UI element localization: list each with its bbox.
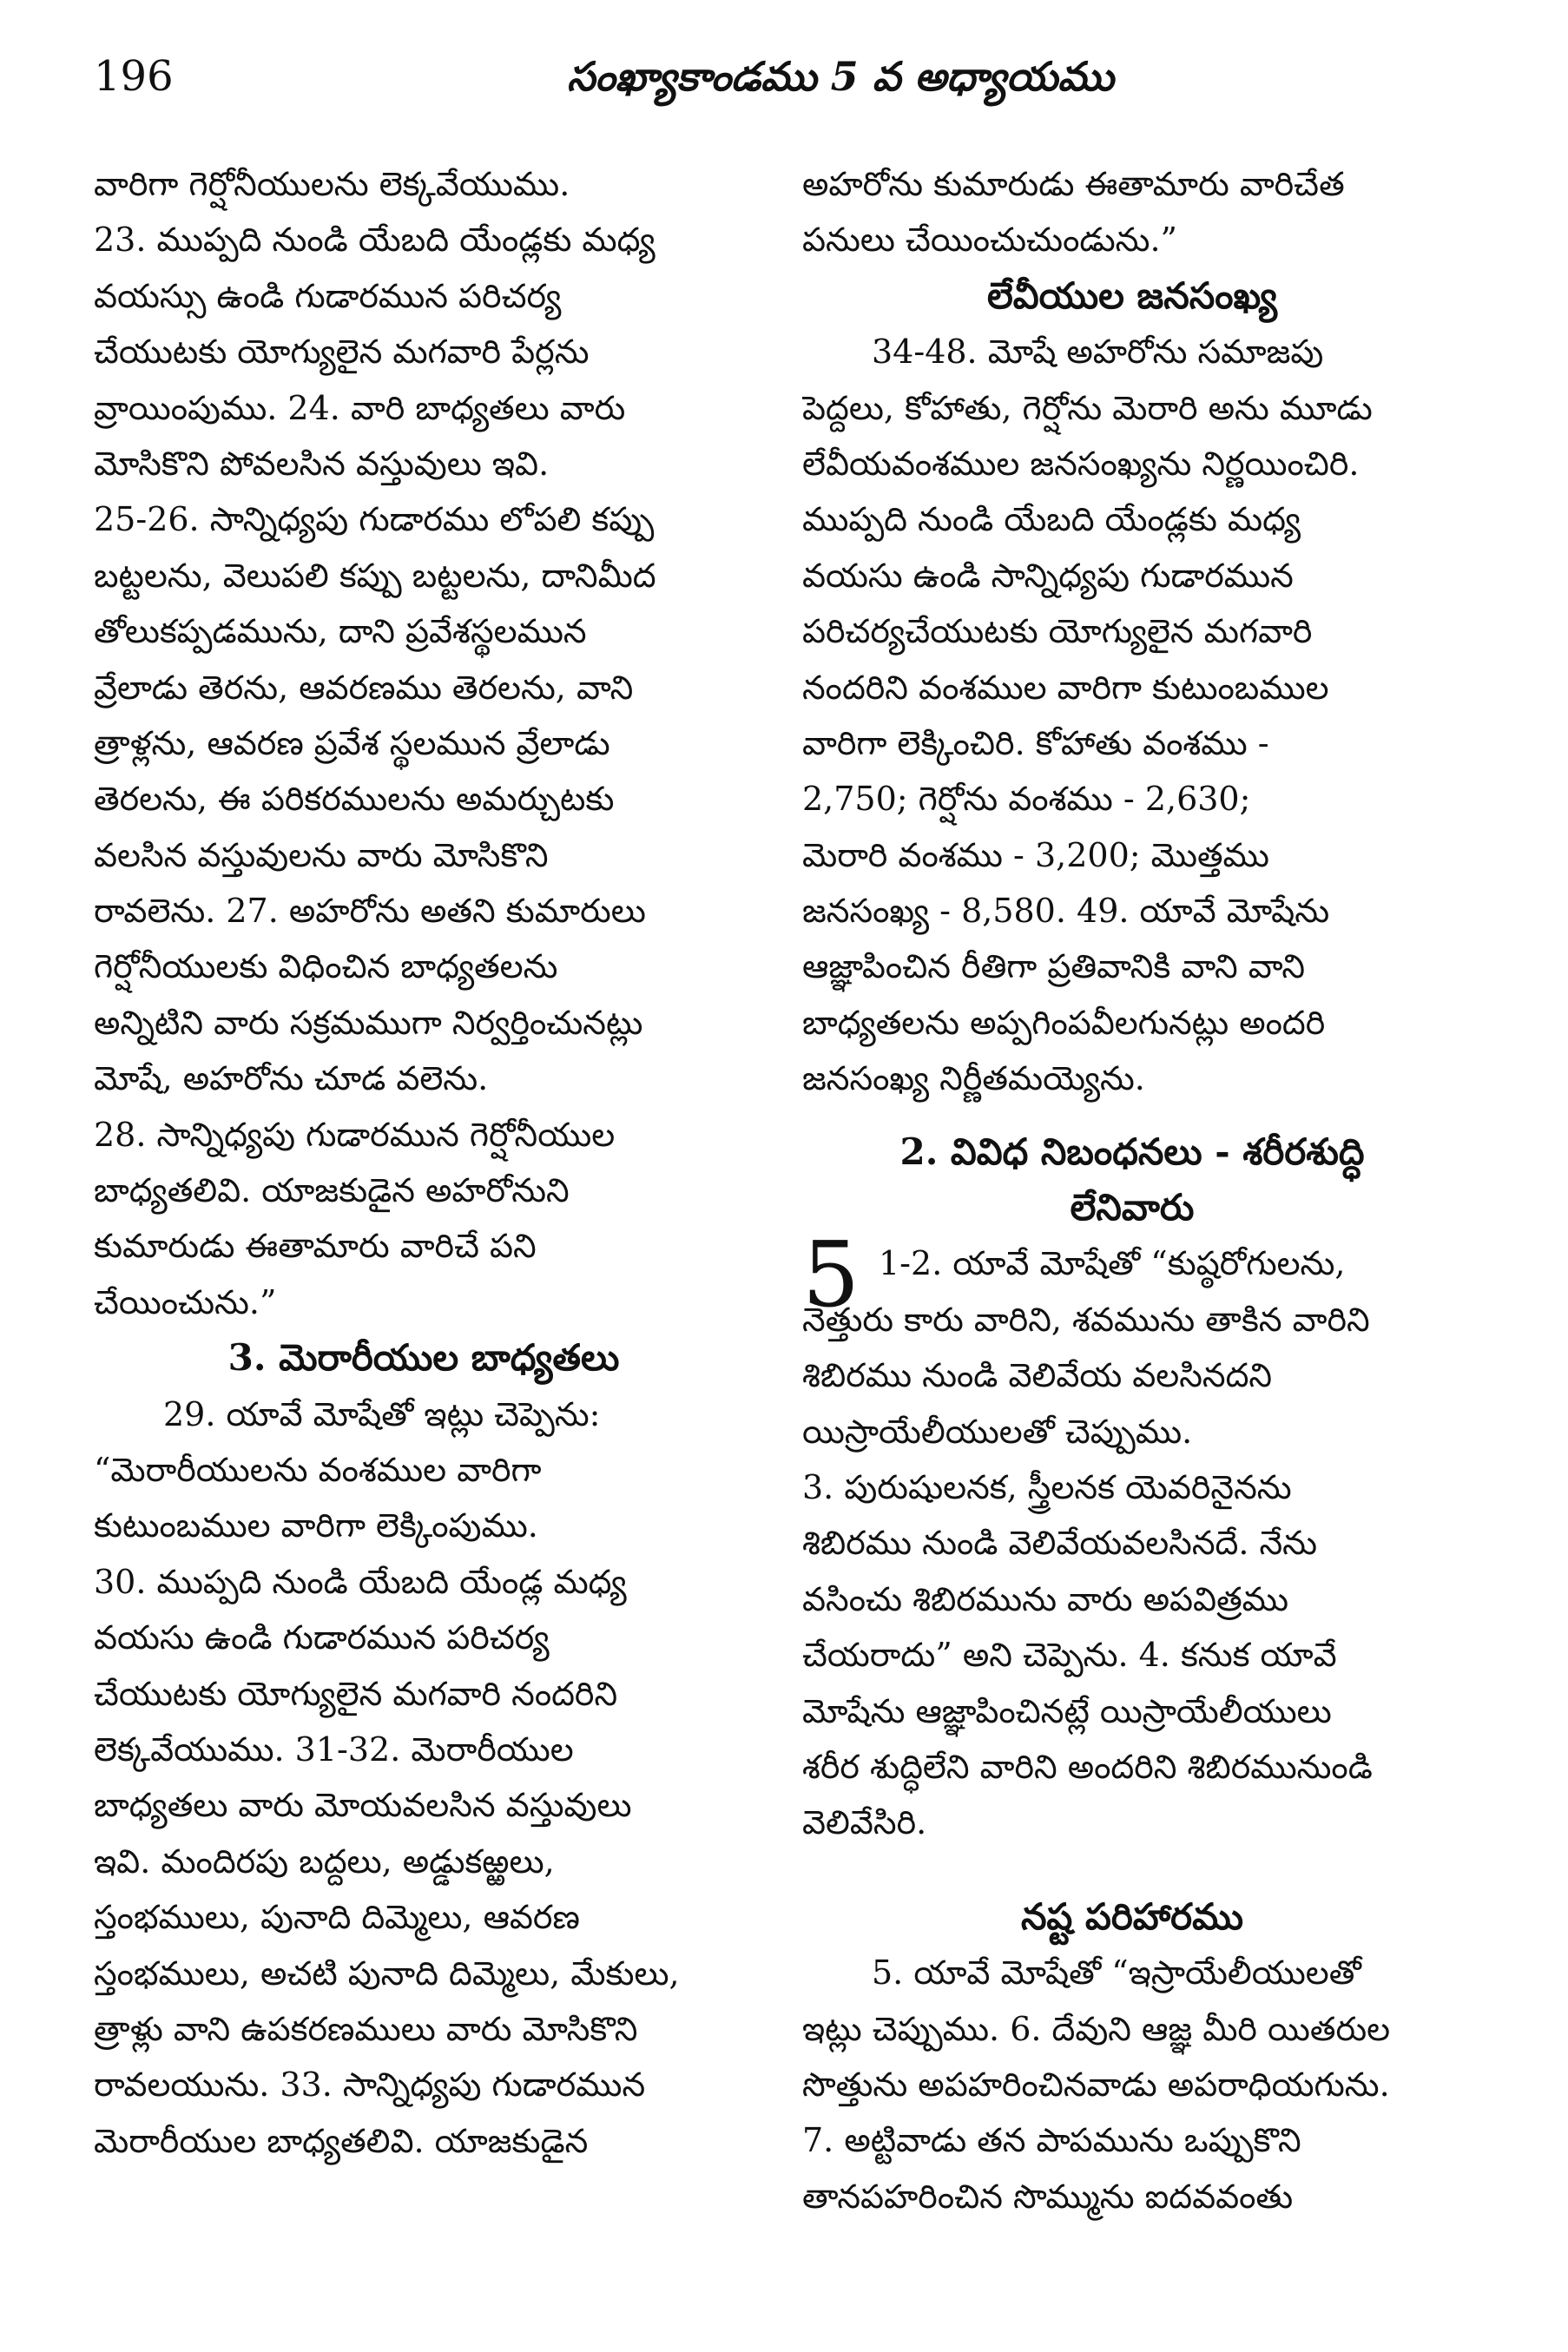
- text-line: పనులు చేయించుచుండును.”: [802, 221, 1177, 260]
- paragraph: [802, 324, 1462, 1106]
- text-line: నెత్తురు కారు వారిని, శవమును తాకిన వారిని: [802, 1300, 1370, 1339]
- text-line: కుమారుడు ఈతామారు వారిచే పని: [94, 1227, 537, 1266]
- text-line: ఆజ్ఞాపించిన రీతిగా ప్రతివానికి వాని వాని: [802, 947, 1306, 986]
- text-line: మోసికొని పోవలసిన వస్తువులు ఇవి.: [94, 444, 550, 483]
- chapter-heading-line-1: 2. వివిధ నిబంధనలు - శరీరశుద్ధి: [899, 1130, 1365, 1173]
- page-header: [94, 42, 1474, 111]
- chapter-heading-line-2: లేనివారు: [1070, 1186, 1195, 1229]
- text-line: ఇట్లు చెప్పుము. 6. దేవుని ఆజ్ఞ మీరి యితరుల: [802, 2009, 1391, 2048]
- text-line: మెరారీయుల బాధ్యతలివి. యాజకుడైన: [94, 2121, 589, 2160]
- text-line: “మెరారీయులను వంశముల వారిగా: [94, 1451, 542, 1489]
- text-line: 23. ముప్పది నుండి యేబది యేండ్లకు మధ్య: [94, 221, 656, 260]
- section-heading-merarites: 3. మెరారీయుల బాధ్యతలు: [227, 1336, 620, 1380]
- text-line: అన్నిటిని వారు సక్రమముగా నిర్వర్తించునట్లు: [94, 1003, 643, 1042]
- paragraph: [802, 1222, 1462, 1850]
- text-line: మోషేను ఆజ్ఞాపించినట్లే యిస్రాయేలీయులు: [802, 1691, 1332, 1730]
- text-line: లేవీయవంశముల జనసంఖ్యను నిర్ణయించిరి.: [802, 444, 1360, 483]
- text-line: లెక్కవేయుము. 31-32. మెరారీయుల: [94, 1729, 574, 1769]
- text-line: బాధ్యతలను అప్పగింపవీలగునట్లు అందరి: [802, 1003, 1326, 1042]
- text-line: అహరోను కుమారుడు ఈతామారు వారిచేత: [802, 165, 1345, 203]
- text-line: 5. యావే మోషేతో “ఇస్రాయేలీయులతో: [872, 1953, 1361, 1993]
- text-line: నందరిని వంశముల వారిగా కుటుంబముల: [802, 668, 1329, 707]
- text-line: చేయరాదు” అని చెప్పెను. 4. కనుక యావే: [802, 1636, 1337, 1675]
- left-column: [94, 156, 754, 2169]
- section-heading-levite-census: లేవీయుల జనసంఖ్య: [986, 273, 1278, 317]
- text-line: ముప్పది నుండి యేబది యేండ్లకు మధ్య: [802, 500, 1301, 539]
- text-line: రావలెను. 27. అహరోను అతని కుమారులు: [94, 892, 646, 931]
- text-line: వెలివేసిరి.: [802, 1803, 927, 1842]
- text-line: పెద్దలు, కోహాతు, గెర్షోను మెరారి అను మూడు: [802, 388, 1373, 427]
- text-line: 2,750; గెర్షోను వంశము - 2,630;: [802, 780, 1251, 819]
- text-line: స్తంభములు, పునాది దిమ్మెలు, ఆవరణ: [94, 1898, 580, 1937]
- text-line: వలసిన వస్తువులను వారు మోసికొని: [94, 835, 549, 874]
- text-line: 29. యావే మోషేతో ఇట్లు చెప్పెను:: [163, 1394, 601, 1433]
- right-column: [802, 156, 1462, 2224]
- text-line: మెరారి వంశము - 3,200; మొత్తము: [802, 835, 1269, 874]
- text-line: తెరలను, ఈ పరికరములను అమర్చుటకు: [94, 780, 615, 819]
- text-line: శిబిరము నుండి వెలివేయ వలసినదని: [802, 1356, 1273, 1395]
- text-line: ఇవి. మందిరపు బద్దలు, అడ్డుకఱ్ఱలు,: [94, 1841, 555, 1881]
- page-number: 196: [94, 52, 174, 101]
- section-heading-restitution: నష్ట పరిహారము: [1020, 1894, 1244, 1938]
- text-line: వ్రేలాడు తెరను, ఆవరణము తెరలను, వాని: [94, 668, 634, 707]
- text-line: వారిగా గెర్షోనీయులను లెక్కవేయుము.: [94, 165, 570, 203]
- text-line: తోలుకప్పడమును, దాని ప్రవేశస్థలమున: [94, 612, 587, 651]
- text-line: కుటుంబముల వారిగా లెక్కింపుము.: [94, 1506, 538, 1545]
- text-line: త్రాళ్లను, ఆవరణ ప్రవేశ స్థలమున వ్రేలాడు: [94, 723, 610, 762]
- text-line: 7. అట్టివాడు తన పాపమును ఒప్పుకొని: [802, 2121, 1301, 2160]
- text-line: జనసంఖ్య - 8,580. 49. యావే మోషేను: [802, 892, 1330, 931]
- text-line: స్తంభములు, అచటి పునాది దిమ్మెలు, మేకులు,: [94, 1953, 680, 1993]
- text-line: బాధ్యతలివి. యాజకుడైన అహరోనుని: [94, 1171, 570, 1210]
- text-line: 3. పురుషులనక, స్త్రీలనక యెవరినైనను: [802, 1468, 1292, 1507]
- text-line: శిబిరము నుండి వెలివేయవలసినదే. నేను: [802, 1524, 1318, 1563]
- text-line: త్రాళ్లు వాని ఉపకరణములు వారు మోసికొని: [94, 2009, 638, 2048]
- text-line: 30. ముప్పది నుండి యేబది యేండ్ల మధ్య: [94, 1562, 627, 1601]
- text-line: తానపహరించిన సొమ్మును ఐదవవంతు: [802, 2177, 1294, 2216]
- text-line: సొత్తును అపహరించినవాడు అపరాధియగును.: [802, 2065, 1390, 2104]
- text-line: 1-2. యావే మోషేతో “కుష్ఠరోగులను,: [879, 1244, 1346, 1283]
- text-line: మోషే, అహరోను చూడ వలెను.: [94, 1059, 489, 1098]
- text-line: యిస్రాయేలీయులతో చెప్పుము.: [802, 1412, 1193, 1451]
- text-line: 28. సాన్నిధ్యపు గుడారమున గెర్షోనీయుల: [94, 1115, 616, 1154]
- text-line: జనసంఖ్య నిర్ణీతమయ్యెను.: [802, 1059, 1145, 1098]
- text-line: గెర్షోనీయులకు విధించిన బాధ్యతలను: [94, 947, 558, 986]
- text-line: రావలయును. 33. సాన్నిధ్యపు గుడారమున: [94, 2065, 646, 2105]
- paragraph: [94, 156, 754, 1330]
- chapter-number-dropcap: 5: [802, 1222, 860, 1328]
- text-line: చేయించును.”: [94, 1282, 277, 1321]
- paragraph: [802, 1945, 1462, 2224]
- text-line: శరీర శుద్ధిలేని వారిని అందరిని శిబిరమునుండి: [802, 1747, 1373, 1786]
- paragraph: [94, 1387, 754, 2169]
- text-line: 25-26. సాన్నిధ్యపు గుడారము లోపలి కప్పు: [94, 500, 655, 539]
- text-line: వ్రాయింపుము. 24. వారి బాధ్యతలు వారు: [94, 388, 626, 427]
- text-line: చేయుటకు యోగ్యులైన మగవారి పేర్లను: [94, 333, 590, 372]
- text-line: బాధ్యతలు వారు మోయవలసిన వస్తువులు: [94, 1786, 632, 1825]
- text-line: 34-48. మోషే అహరోను సమాజపు: [872, 333, 1324, 372]
- text-line: బట్టలను, వెలుపలి కప్పు బట్టలను, దానిమీద: [94, 556, 656, 595]
- text-line: వసించు శిబిరమును వారు అపవిత్రము: [802, 1579, 1288, 1618]
- running-title: సంఖ్యాకాండము 5 వ అధ్యాయము: [567, 53, 1114, 100]
- paragraph: [802, 156, 1462, 268]
- text-line: పరిచర్యచేయుటకు యోగ్యులైన మగవారి: [802, 612, 1313, 651]
- text-line: వయసు ఉండి సాన్నిధ్యపు గుడారమున: [802, 556, 1294, 595]
- text-line: చేయుటకు యోగ్యులైన మగవారి నందరిని: [94, 1674, 618, 1713]
- text-line: వయసు ఉండి గుడారమున పరిచర్య: [94, 1618, 550, 1657]
- text-line: వారిగా లెక్కించిరి. కోహాతు వంశము -: [802, 723, 1269, 762]
- text-line: వయస్సు ఉండి గుడారమున పరిచర్య: [94, 276, 562, 315]
